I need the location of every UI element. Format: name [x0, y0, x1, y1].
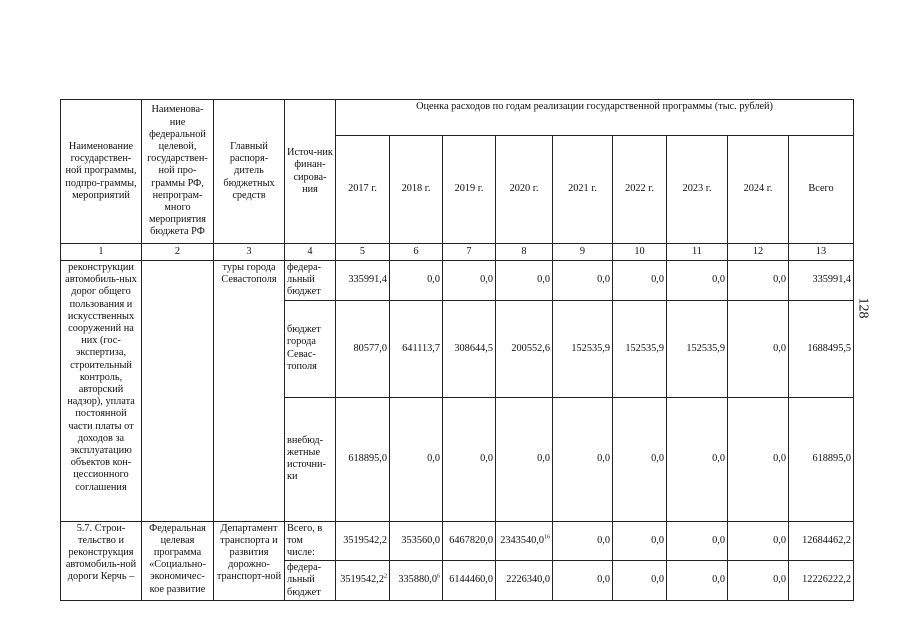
column-number: 13 [789, 244, 854, 261]
header-row-top [61, 100, 854, 136]
value-cell: 80577,0 [336, 300, 390, 397]
value-cell: 0,0 [390, 397, 443, 521]
federal-program-cell [142, 261, 214, 522]
value-cell: 2226340,0 [496, 561, 553, 601]
year-header: 2018 г. [390, 136, 443, 244]
value-cell: 0,0 [613, 261, 667, 301]
source-cell: федера-льный бюджет [285, 261, 336, 301]
value-cell: 0,0 [728, 261, 789, 301]
manager-cell: туры города Севастополя [214, 261, 285, 522]
year-header: 2024 г. [728, 136, 789, 244]
value-text: 3519542,2 [340, 574, 384, 586]
footnote-mark: 6 [437, 574, 440, 580]
value-cell: 335991,4 [336, 261, 390, 301]
col-header-source: Источ-ник финан-сирова-ния [285, 100, 336, 244]
year-header: 2020 г. [496, 136, 553, 244]
source-cell: Всего, в том числе: [285, 521, 336, 561]
year-header: 2019 г. [443, 136, 496, 244]
col-header-federal: Наименова-ние федеральной целевой, государствен-ной про-граммы РФ, непрограм-много мероприятия бюджета РФ [142, 100, 214, 244]
source-cell: внебюд-жетные источни-ки [285, 397, 336, 521]
federal-program-cell: Федеральная целевая программа «Социально-экономичес-кое развитие [142, 521, 214, 600]
column-number: 1 [61, 244, 142, 261]
value-cell: 353560,0 [390, 521, 443, 561]
value-cell: 0,0 [553, 261, 613, 301]
year-header: 2017 г. [336, 136, 390, 244]
value-cell: 0,0 [728, 521, 789, 561]
column-number: 3 [214, 244, 285, 261]
total-cell: 12684462,2 [789, 521, 854, 561]
column-number: 12 [728, 244, 789, 261]
value-cell: 641113,7 [390, 300, 443, 397]
footnote-mark: 2 [384, 574, 387, 580]
total-cell: 1688495,5 [789, 300, 854, 397]
total-cell: 12226222,2 [789, 561, 854, 601]
column-number: 9 [553, 244, 613, 261]
total-cell: 335991,4 [789, 261, 854, 301]
value-cell: 308644,5 [443, 300, 496, 397]
column-number: 10 [613, 244, 667, 261]
value-cell: 0,0 [443, 397, 496, 521]
column-number: 4 [285, 244, 336, 261]
value-cell: 0,0 [553, 397, 613, 521]
total-header: Всего [789, 136, 854, 244]
value-cell [496, 521, 553, 561]
program-name-cell: 5.7. Строи-тельство и реконструкция автомобиль-ной дороги Керчь – [61, 521, 142, 600]
value-cell: 0,0 [613, 397, 667, 521]
year-header: 2023 г. [667, 136, 728, 244]
value-cell: 0,0 [667, 397, 728, 521]
table-row [61, 521, 854, 561]
value-cell: 0,0 [496, 261, 553, 301]
value-cell: 152535,9 [667, 300, 728, 397]
source-cell: федера-льный бюджет [285, 561, 336, 601]
column-number: 8 [496, 244, 553, 261]
value-text: 335880,0 [398, 574, 437, 586]
col-header-name: Наименование государствен-ной программы, подпро-граммы, мероприятий [61, 100, 142, 244]
value-cell: 0,0 [613, 521, 667, 561]
value-cell: 0,0 [728, 397, 789, 521]
value-cell: 0,0 [613, 561, 667, 601]
column-number: 7 [443, 244, 496, 261]
value-cell: 152535,9 [553, 300, 613, 397]
program-name-cell: реконструкции автомобиль-ных дорог общего пользования и искусственных сооружений на них (гос-экспертиза, строительный контроль, авторский надзор), уплата постоянной части платы от доходов за эксплуатацию объектов кон-цессионного соглашения [61, 261, 142, 522]
column-number: 6 [390, 244, 443, 261]
expenses-title: Оценка расходов по годам реализации государственной программы (тыс. рублей) [336, 100, 854, 136]
manager-cell: Департамент транспорта и развития дорожно-транспорт-ной [214, 521, 285, 600]
value-cell [390, 561, 443, 601]
value-cell: 618895,0 [336, 397, 390, 521]
column-number: 2 [142, 244, 214, 261]
value-cell: 0,0 [496, 397, 553, 521]
value-cell: 0,0 [390, 261, 443, 301]
value-cell: 152535,9 [613, 300, 667, 397]
col-header-manager: Главный распоря-дитель бюджетных средств [214, 100, 285, 244]
value-cell: 0,0 [553, 521, 613, 561]
value-text: 2343540,0 [500, 534, 544, 546]
column-number: 11 [667, 244, 728, 261]
value-cell: 0,0 [553, 561, 613, 601]
value-cell: 6144460,0 [443, 561, 496, 601]
column-number-row [61, 244, 854, 261]
budget-table [60, 99, 854, 601]
value-cell: 0,0 [728, 300, 789, 397]
total-cell: 618895,0 [789, 397, 854, 521]
value-cell: 6467820,0 [443, 521, 496, 561]
page-number: 128 [855, 297, 871, 319]
value-cell: 200552,6 [496, 300, 553, 397]
value-cell [336, 561, 390, 601]
source-cell: бюджет города Севас-тополя [285, 300, 336, 397]
value-cell: 3519542,2 [336, 521, 390, 561]
year-header: 2022 г. [613, 136, 667, 244]
value-cell: 0,0 [667, 261, 728, 301]
value-cell: 0,0 [667, 521, 728, 561]
value-cell: 0,0 [443, 261, 496, 301]
footnote-mark: 16 [544, 534, 550, 541]
value-cell: 0,0 [728, 561, 789, 601]
column-number: 5 [336, 244, 390, 261]
value-cell: 0,0 [667, 561, 728, 601]
table-row [61, 261, 854, 301]
year-header: 2021 г. [553, 136, 613, 244]
